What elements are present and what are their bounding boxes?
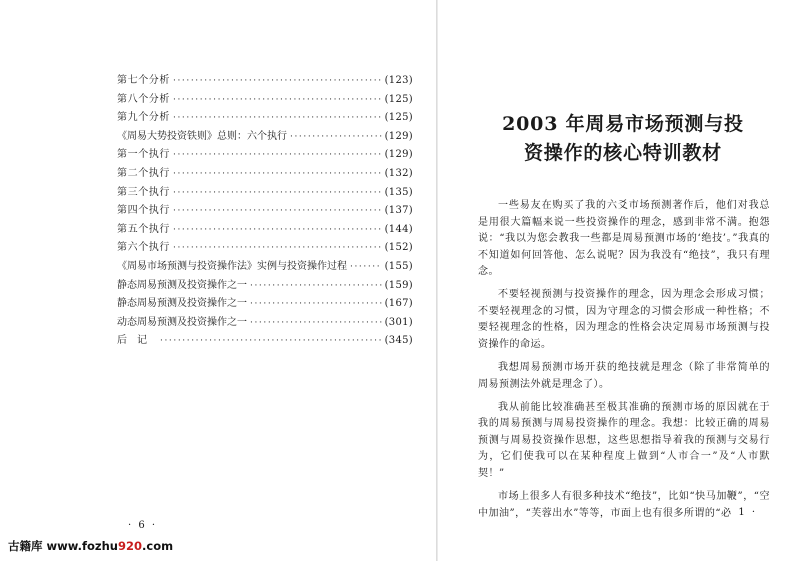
toc-entry-title: 第八个分析 [117, 93, 170, 105]
watermark-site-name: 古籍库 [8, 539, 43, 553]
toc-entry-page: (125) [384, 112, 413, 124]
toc-entry-title: 静态周易预测及投资操作之一 [117, 279, 247, 291]
toc-entry-page: (155) [384, 260, 413, 272]
toc-leader-dots [173, 221, 382, 240]
toc-entry-title: 第九个分析 [117, 112, 170, 124]
paragraph: 不要轻视预测与投资操作的理念，因为理念会形成习惯；不要轻视理念的习惯，因为守理念的习惯会形成一种性格；不要轻视理念的性格，因为理念的性格会决定周易市场预测与投资操作的命运。 [478, 289, 770, 350]
toc-entry-page: (129) [384, 149, 413, 161]
toc-entry [117, 258, 413, 277]
toc-leader-dots [250, 277, 382, 296]
left-page-number: · 6 · [128, 520, 158, 531]
toc-entry-title: 第四个执行 [117, 205, 170, 217]
toc-entry [117, 165, 413, 184]
toc-entry-title: 第三个执行 [117, 186, 170, 198]
body-text [478, 198, 770, 529]
toc-entry [117, 239, 413, 258]
toc-entry [117, 221, 413, 240]
toc-entry [117, 277, 413, 296]
paragraph: 市场上很多人有很多种技术“绝技”，比如“快马加鞭”，“空中加油”，“芙蓉出水”等等，市面上也有很多所谓的“必 [478, 491, 770, 519]
toc-entry [117, 314, 413, 333]
toc-entry-page: (135) [384, 186, 413, 198]
toc-entry [117, 202, 413, 221]
toc-entry-page: (129) [384, 130, 413, 142]
toc-entry-title: 后记 [117, 335, 157, 347]
watermark-url: www.fozhu920.com [46, 539, 174, 553]
toc-entry-page: (301) [384, 316, 413, 328]
toc-entry-page: (123) [384, 75, 413, 86]
toc-leader-dots [173, 165, 382, 184]
chapter-title-line-2: 资操作的核心特训教材 [523, 142, 722, 164]
toc-entry-page: (144) [384, 223, 413, 235]
toc-leader-dots [290, 128, 382, 147]
paragraph: 一些易友在购买了我的六爻市场预测著作后，他们对我总是用很大篇幅来说一些投资操作的理念，感到非常不满。抱怨说：“我以为您会教我一些都是周易预测市场的‘绝技’。”我真的不知道如何回答他、怎么说呢？因为我没有“绝技”，我只有理念。 [478, 200, 770, 277]
toc-entry [117, 109, 413, 128]
toc-entry-title: 第六个执行 [117, 242, 170, 254]
toc-entry-page: (167) [384, 298, 413, 310]
toc-entry-title: 动态周易预测及投资操作之一 [117, 316, 247, 328]
right-page-number: · 1 · [728, 507, 758, 518]
toc-entry-page: (345) [384, 335, 413, 347]
paragraph: 我从前能比较准确甚至极其准确的预测市场的原因就在于我的周易预测与周易投资操作的理念。我想：比较正确的周易预测与周易投资操作思想，这些思想指导着我的预测与交易行为，它们使我可以在某种程度上做到“人市合一”及“人市默契！” [478, 401, 770, 479]
toc-entry [117, 72, 413, 91]
toc-entry-page: (137) [384, 205, 413, 217]
toc-leader-dots [173, 146, 382, 165]
site-watermark [8, 538, 173, 554]
chapter-title-line-1: 2003 年周易市场预测与投 [502, 113, 744, 135]
toc-entry [117, 184, 413, 203]
toc-entry-title: 《周易市场预测与投资操作法》实例与投资操作过程 [117, 260, 347, 272]
toc-entry [117, 332, 413, 351]
toc-entry-title: 第五个执行 [117, 223, 170, 235]
table-of-contents [117, 72, 413, 351]
toc-entry-page: (125) [384, 93, 413, 105]
toc-entry-title: 第一个执行 [117, 149, 170, 161]
toc-entry [117, 295, 413, 314]
toc-leader-dots [173, 239, 382, 258]
toc-entry-title: 静态周易预测及投资操作之一 [117, 298, 247, 310]
toc-leader-dots [250, 295, 382, 314]
toc-entry-title: 第七个分析 [117, 75, 170, 86]
right-page [438, 0, 793, 561]
toc-entry-page: (152) [384, 242, 413, 254]
toc-leader-dots [250, 314, 382, 333]
toc-entry [117, 146, 413, 165]
toc-leader-dots [160, 332, 382, 351]
toc-leader-dots [173, 91, 382, 110]
toc-leader-dots [173, 202, 382, 221]
chapter-title [478, 110, 768, 168]
toc-entry-title: 第二个执行 [117, 167, 170, 179]
toc-leader-dots [173, 184, 382, 203]
toc-leader-dots [173, 72, 382, 91]
toc-leader-dots [173, 109, 382, 128]
toc-entry-title: 《周易大势投资铁则》总则：六个执行 [117, 130, 287, 142]
toc-entry [117, 91, 413, 110]
toc-leader-dots [350, 258, 382, 277]
toc-entry [117, 128, 413, 147]
toc-entry-page: (159) [384, 279, 413, 291]
paragraph: 我想周易预测市场开获的绝技就是理念（除了非常简单的周易预测法外就是理念了）。 [478, 362, 770, 390]
toc-entry-page: (132) [384, 167, 413, 179]
